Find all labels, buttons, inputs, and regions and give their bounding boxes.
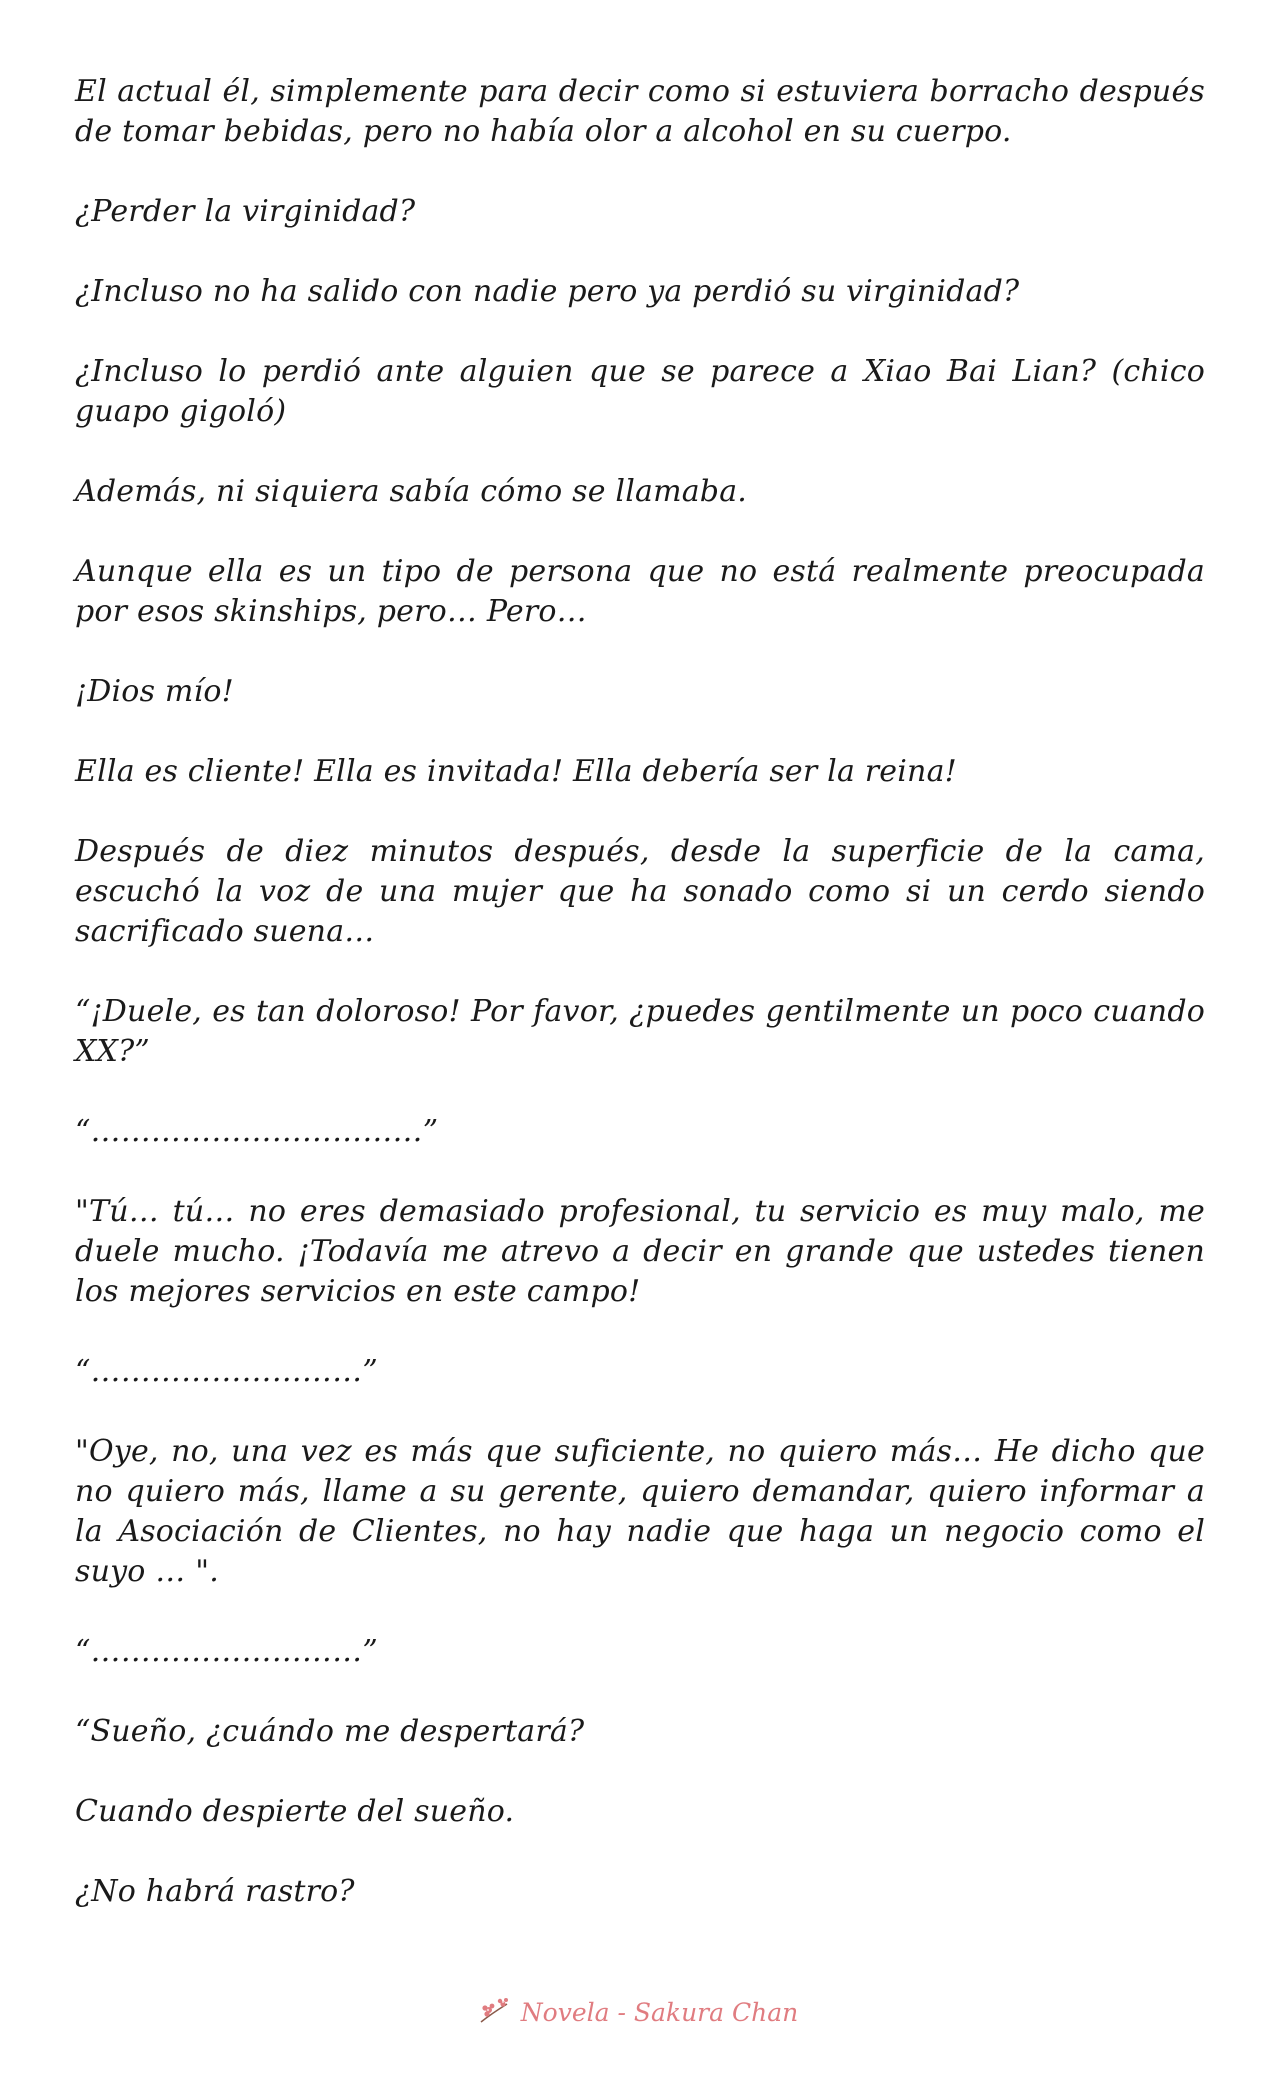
paragraph: ¿Incluso no ha salido con nadie pero ya perdió su virginidad? [75, 274, 1020, 309]
paragraph: “¡Duele, es tan doloroso! Por favor, ¿puedes gentilmente un poco cuando XX?” [75, 994, 1205, 1069]
paragraph: Aunque ella es un tipo de persona que no está realmente preocupada por esos skinships, pero… Pero… [75, 554, 1205, 629]
watermark [477, 1996, 798, 2028]
paragraph: “………………………” [75, 1634, 378, 1669]
paragraph: ¿Perder la virginidad? [75, 194, 416, 229]
paragraph: ¿Incluso lo perdió ante alguien que se parece a Xiao Bai Lian? (chico guapo gigoló) [75, 354, 1205, 429]
paragraph: Además, ni siquiera sabía cómo se llamaba. [75, 474, 748, 509]
paragraph: “……………………………” [75, 1114, 439, 1149]
paragraph: ¿No habrá rastro? [75, 1874, 355, 1909]
paragraph: "Oye, no, una vez es más que suficiente, no quiero más… He dicho que no quiero más, llame a su gerente, quiero demandar, quiero informar a la Asociación de Clientes, no hay nadie que haga un negocio como el suyo … ". [75, 1434, 1205, 1589]
document-body [75, 72, 1205, 1952]
paragraph: “Sueño, ¿cuándo me despertará? [75, 1714, 585, 1749]
paragraph: "Tú… tú… no eres demasiado profesional, tu servicio es muy malo, me duele mucho. ¡Todavía me atrevo a decir en grande que ustedes tienen los mejores servicios en este campo! [75, 1194, 1205, 1309]
paragraph: Cuando despierte del sueño. [75, 1794, 515, 1829]
paragraph: El actual él, simplemente para decir como si estuviera borracho después de tomar bebidas, pero no había olor a alcohol en su cuerpo. [75, 74, 1205, 149]
paragraph: “………………………” [75, 1354, 378, 1389]
watermark-footer [0, 1996, 1275, 2033]
cherry-blossom-icon [477, 1996, 513, 2028]
paragraph: Después de diez minutos después, desde la superficie de la cama, escuchó la voz de una mujer que ha sonado como si un cerdo siendo sacrificado suena… [75, 834, 1205, 949]
watermark-text: Novela - Sakura Chan [520, 1997, 799, 2027]
paragraph: ¡Dios mío! [75, 674, 234, 709]
paragraph: Ella es cliente! Ella es invitada! Ella debería ser la reina! [75, 754, 957, 789]
